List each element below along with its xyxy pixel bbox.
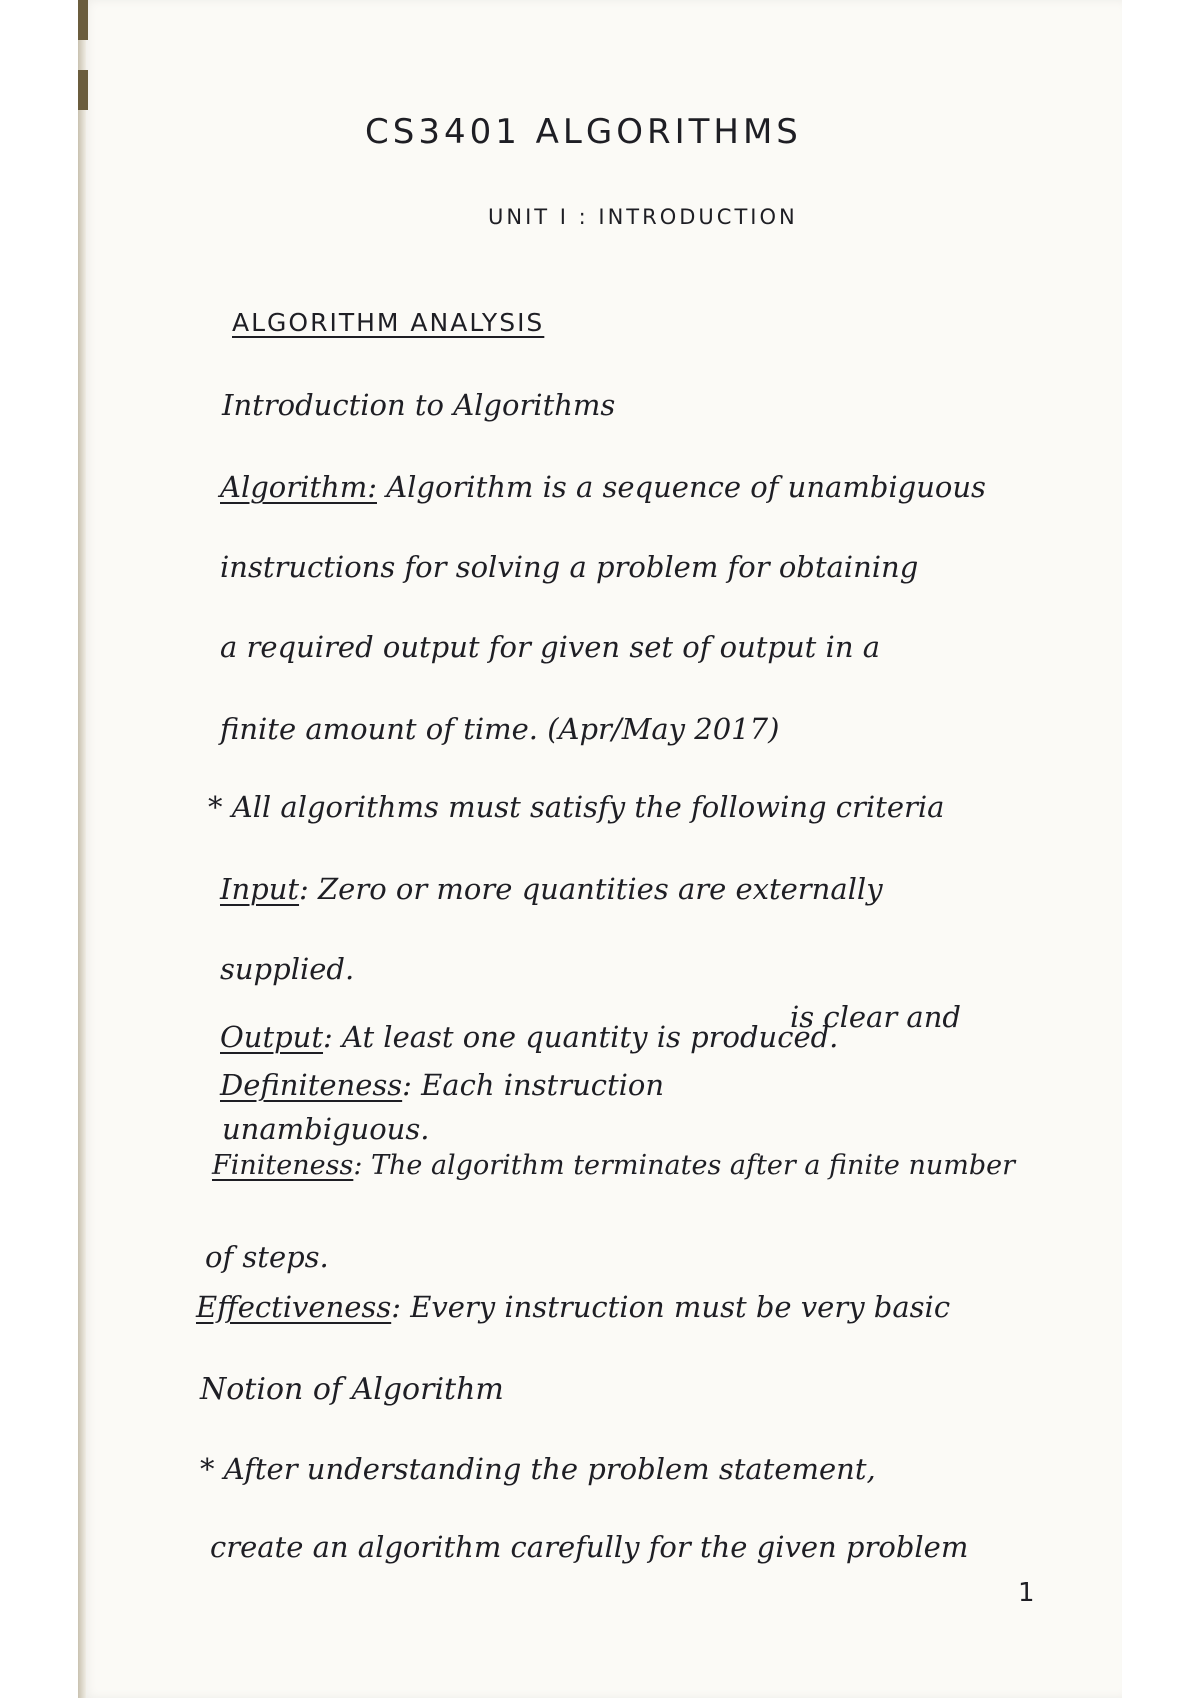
output-text: : At least one quantity is produced. [323,1020,839,1054]
output-trailing-text: is clear and [790,1000,961,1034]
criteria-intro: * All algorithms must satisfy the following criteria [208,790,945,824]
output-line [220,1020,838,1054]
section-heading: ALGORITHM ANALYSIS [232,308,545,337]
definiteness-line-2: unambiguous. [222,1112,430,1146]
input-line-2: supplied. [220,952,355,986]
finiteness-line-2: of steps. [205,1240,329,1274]
binding-mark-top [78,0,88,40]
output-term: Output [220,1020,324,1054]
finiteness-line-1 [212,1150,1015,1181]
finiteness-term: Finiteness [212,1150,354,1181]
definiteness-line-1 [220,1068,664,1102]
notebook-page [82,0,1122,1698]
effectiveness-text: : Every instruction must be very basic [391,1290,951,1324]
input-line-1 [220,872,883,906]
definiteness-term: Definiteness [220,1068,403,1102]
page-number: 1 [1018,1578,1035,1608]
definition-line-4: finite amount of time. (Apr/May 2017) [220,712,780,746]
effectiveness-term: Effectiveness [196,1290,392,1324]
effectiveness-line [196,1290,950,1324]
section-subheading: Introduction to Algorithms [222,388,616,422]
binding-mark-upper [78,70,88,110]
definition-line-2: instructions for solving a problem for obtaining [220,550,919,584]
definition-line-1 [220,470,986,504]
course-title: CS3401 ALGORITHMS [365,112,802,152]
input-text-1: : Zero or more quantities are externally [299,872,883,906]
notion-line-2: create an algorithm carefully for the given problem [210,1530,969,1564]
definition-text-1: Algorithm is a sequence of unambiguous [386,470,986,504]
notion-line-1: * After understanding the problem statement, [200,1452,876,1486]
definition-line-3: a required output for given set of output in a [220,630,881,664]
page-binding-edge [78,0,86,1698]
unit-title: UNIT I : INTRODUCTION [488,205,798,229]
notion-heading: Notion of Algorithm [200,1372,504,1407]
input-term: Input [220,872,300,906]
definition-term: Algorithm: [220,470,377,504]
definiteness-text-1: : Each instruction [402,1068,665,1102]
finiteness-text-1: : The algorithm terminates after a finite number [353,1150,1015,1181]
